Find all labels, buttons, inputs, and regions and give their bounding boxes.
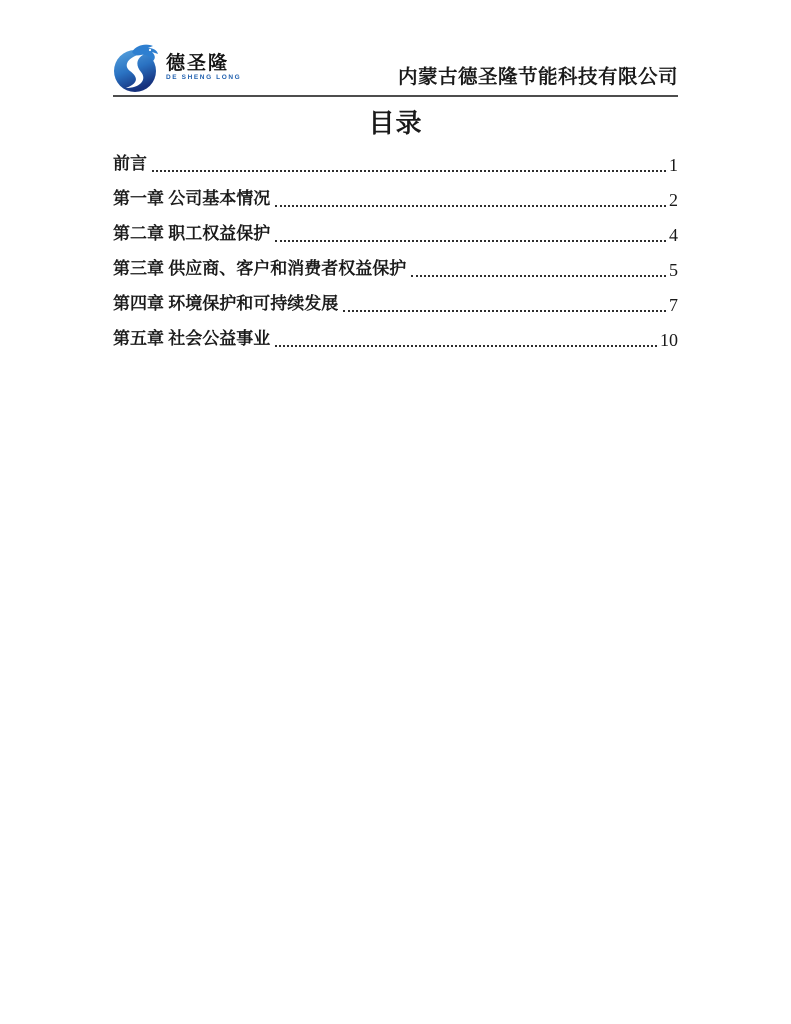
toc-dot-leader	[275, 240, 666, 242]
logo-chinese-name: 德圣隆	[166, 53, 230, 75]
toc-entry-label[interactable]: 第一章 公司基本情况	[113, 189, 271, 209]
toc-entry-page-number[interactable]: 7	[669, 295, 678, 315]
dragon-logo-icon	[113, 43, 163, 93]
toc-entry-label[interactable]: 第二章 职工权益保护	[113, 224, 271, 244]
toc-entry[interactable]	[113, 181, 678, 216]
toc-dot-leader	[152, 170, 666, 172]
toc-entry-label[interactable]: 第三章 供应商、客户和消费者权益保护	[113, 259, 407, 279]
toc-entry-page-number[interactable]: 10	[660, 330, 678, 350]
page-title: 目录	[368, 109, 423, 138]
toc-entry[interactable]	[113, 216, 678, 251]
logo-wordmark	[166, 54, 241, 82]
toc-dot-leader	[411, 275, 666, 277]
toc-entry-page-number[interactable]: 5	[669, 260, 678, 280]
table-of-contents	[113, 146, 678, 356]
toc-entry-label[interactable]: 前言	[113, 154, 147, 174]
logo-english-name: DE SHENG LONG	[166, 74, 242, 82]
toc-dot-leader	[275, 345, 657, 347]
toc-dot-leader	[343, 310, 666, 312]
toc-entry[interactable]	[113, 251, 678, 286]
toc-entry[interactable]	[113, 321, 678, 356]
toc-entry-label[interactable]: 第四章 环境保护和可持续发展	[113, 294, 339, 314]
toc-dot-leader	[275, 205, 666, 207]
company-name: 内蒙古德圣隆节能科技有限公司	[397, 66, 678, 88]
company-logo	[113, 43, 241, 93]
toc-entry-page-number[interactable]: 4	[669, 225, 678, 245]
toc-entry-label[interactable]: 第五章 社会公益事业	[113, 329, 271, 349]
toc-entry-page-number[interactable]: 2	[669, 190, 678, 210]
document-header	[113, 0, 678, 97]
toc-entry[interactable]	[113, 286, 678, 321]
toc-entry[interactable]	[113, 146, 678, 181]
toc-entry-page-number[interactable]: 1	[669, 155, 678, 175]
